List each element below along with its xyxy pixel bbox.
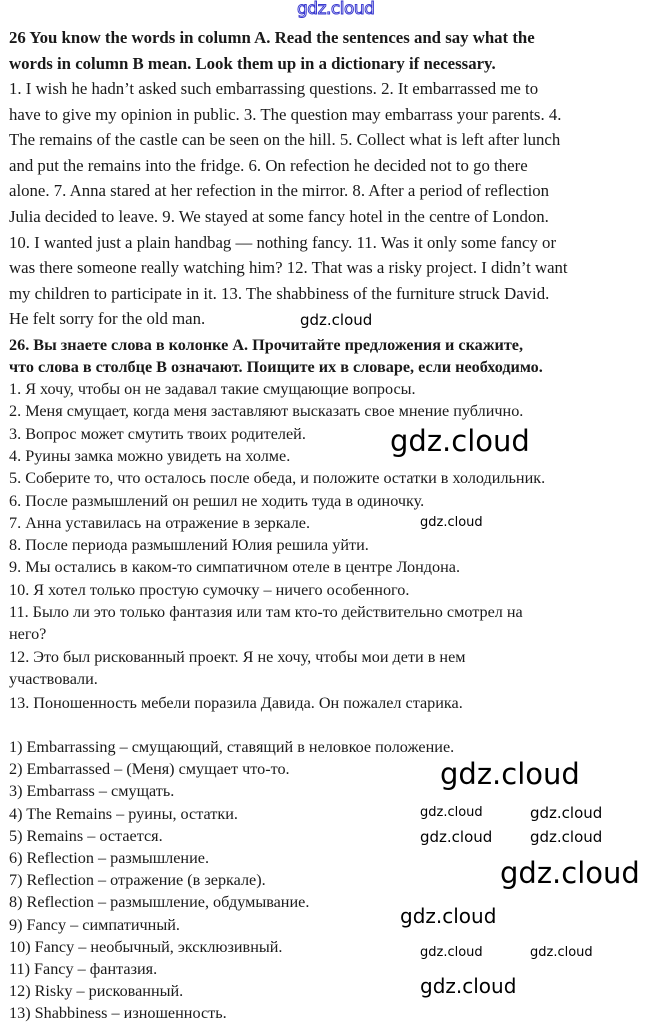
watermark: gdz.cloud [420,515,483,530]
russian-text-line: участвовали. [9,669,98,688]
english-text-line: He felt sorry for the old man. [9,309,206,329]
russian-text-line: 5. Соберите то, что осталось после обеда, и положите остатки в холодильник. [9,469,546,488]
russian-text-line: 4. Руины замка можно увидеть на холме. [9,446,291,465]
answer-item: 1) Embarrassing – смущающий, ставящий в неловкое положение. [9,738,455,756]
english-text-line: my children to participate in it. 13. The shabbiness of the furniture struck David. [9,283,550,303]
answer-item: 5) Remains – остается. [9,826,163,845]
watermark: gdz.cloud [530,828,603,846]
answer-item: 3) Embarrass – смущать. [9,782,175,801]
russian-text-line: него? [9,625,47,644]
watermark: gdz.cloud [420,828,493,846]
answer-item: 6) Reflection – размышление. [9,849,209,867]
answer-item: 10) Fancy – необычный, эксклюзивный. [9,937,283,956]
watermark: gdz.cloud [530,804,603,822]
english-heading: 26 You know the words in column A. Read the sentences and say what the [9,28,535,47]
russian-text-line: 6. После размышлений он решил не ходить туда в одиночку. [9,491,425,510]
russian-heading: 26. Вы знаете слова в колонке А. Прочитайте предложения и скажите, [9,336,524,354]
watermark: gdz.cloud [300,311,373,329]
english-text-line: 1. I wish he hadn’t asked such embarrassing questions. 2. It embarrassed me to [9,79,539,98]
answer-item: 13) Shabbiness – изношенность. [9,1004,227,1023]
watermark: gdz.cloud [500,856,640,890]
watermark: gdz.cloud [390,424,530,458]
russian-text-line: 10. Я хотел только простую сумочку – ничего особенного. [9,580,410,599]
english-text-line: was there someone really watching him? 12. That was a risky project. I didn’t want [9,258,568,278]
answer-item: 7) Reflection – отражение (в зеркале). [9,871,266,890]
watermark: gdz.cloud [440,757,580,791]
english-text-line: and put the remains into the fridge. 6. On refection he decided not to go there [9,155,528,175]
english-text-line: 10. I wanted just a plain handbag — nothing fancy. 11. Was it only some fancy or [9,232,557,252]
russian-text-line: 11. Было ли это только фантазия или там кто-то действительно смотрел на [9,603,523,621]
russian-text-line: 7. Анна уставилась на отражение в зеркале. [9,513,311,532]
english-text-line: alone. 7. Anna stared at her refection in the mirror. 8. After a period of reflection [9,181,550,201]
english-text-line: Julia decided to leave. 9. We stayed at some fancy hotel in the centre of London. [9,207,549,226]
watermark-logo: gdz.cloud [297,0,375,19]
russian-text-line: 12. Это был рискованный проект. Я не хочу, чтобы мои дети в нем [9,647,466,666]
watermark: gdz.cloud [400,904,497,928]
answer-item: 2) Embarrassed – (Меня) смущает что-то. [9,760,290,779]
answer-item: 8) Reflection – размышление, обдумывание. [9,893,310,912]
russian-text-line: 8. После периода размышлений Юлия решила уйти. [9,536,369,555]
english-text-line: have to give my opinion in public. 3. The question may embarrass your parents. 4. [9,104,562,124]
russian-text-line: 9. Мы остались в каком-то симпатичном отеле в центре Лондона. [9,558,461,577]
answer-item: 11) Fancy – фантазия. [9,960,158,978]
russian-text-line: 1. Я хочу, чтобы он не задавал такие смущающие вопросы. [9,380,416,398]
answer-item: 9) Fancy – симпатичный. [9,915,180,934]
russian-text-line: 13. Поношенность мебели поразила Давида. Он пожалел старика. [9,694,463,712]
watermark: gdz.cloud [420,805,483,820]
watermark: gdz.cloud [420,945,483,960]
answer-item: 12) Risky – рискованный. [9,982,184,1001]
answer-item: 4) The Remains – руины, остатки. [9,804,238,823]
russian-heading: что слова в столбце В означают. Поищите их в словаре, если необходимо. [9,358,543,377]
watermark: gdz.cloud [420,974,517,998]
russian-text-line: 3. Вопрос может смутить твоих родителей. [9,424,306,443]
english-text-line: The remains of the castle can be seen on the hill. 5. Collect what is left after lunch [9,130,561,150]
russian-text-line: 2. Меня смущает, когда меня заставляют высказать свое мнение публично. [9,402,524,421]
english-heading: words in column B mean. Look them up in a dictionary if necessary. [9,53,496,73]
watermark: gdz.cloud [530,945,593,960]
